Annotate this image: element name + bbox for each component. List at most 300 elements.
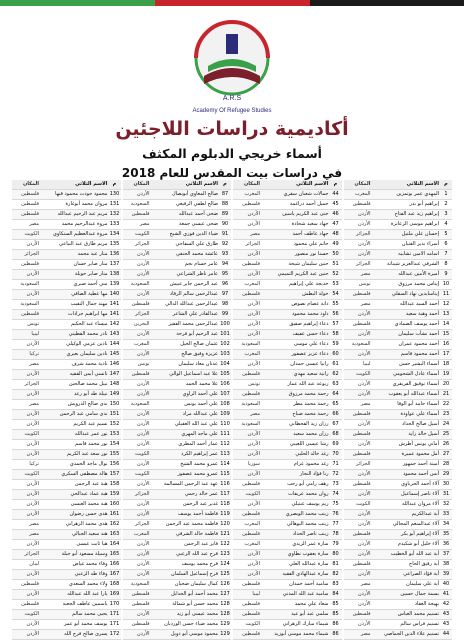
graduate-place: السعودية	[130, 401, 150, 407]
table-row	[12, 500, 121, 510]
graduate-place: المغرب	[133, 531, 150, 537]
graduate-name: صالح لطفي الرفيعي	[175, 201, 218, 207]
graduate-name: علي عبد الله العقيلي	[174, 421, 218, 427]
top-bar-black	[310, 0, 464, 6]
graduate-name: غدير عبد الرحمن	[182, 501, 218, 507]
row-number: 85	[332, 611, 339, 617]
graduate-name: عبد الرحمن جابر غبيش	[169, 281, 218, 287]
graduate-place: الأردن	[26, 621, 39, 627]
row-number: 93	[221, 251, 229, 257]
graduate-place: الأردن	[247, 551, 260, 557]
row-number: 105	[220, 371, 230, 377]
graduate-name: ريم يوسف عنتيلي	[291, 501, 329, 507]
graduate-name: رشا عيسى اللعيبي	[289, 441, 329, 447]
table-row	[344, 560, 453, 570]
row-number: 108	[220, 401, 230, 407]
graduate-place: فلسطين	[21, 581, 39, 587]
graduate-place: الأردن	[136, 461, 150, 467]
graduate-name: أمل محمود عميرة	[401, 451, 439, 457]
table-row	[233, 330, 342, 340]
table-row	[12, 530, 121, 540]
graduate-name: تسنيم محمد العباس	[397, 611, 439, 617]
graduate-place: ليبيا	[252, 591, 260, 597]
graduate-name: المهدي عمر بوتمزين	[396, 191, 439, 197]
header-num: م	[223, 181, 227, 187]
table-row	[123, 500, 232, 510]
row-number: 144	[109, 341, 120, 347]
row-number: 162	[109, 521, 120, 527]
graduate-place: الأردن	[247, 331, 260, 337]
graduate-place: الأردن	[136, 191, 150, 197]
table-row	[12, 340, 121, 350]
graduate-place: المغرب	[354, 191, 371, 197]
graduate-name: محمد حسن أبو شمالة	[172, 601, 218, 607]
graduate-name: يحيى محمد سالم	[72, 611, 108, 617]
page-subtitle-year: في دراسات بيت المقدس للعام 2018	[121, 166, 343, 180]
graduate-name: أميرة الأمين عبدالله	[398, 271, 439, 277]
row-number: 146	[109, 361, 120, 367]
header-name: الاسم الثلاثي	[296, 181, 329, 187]
row-number: 88	[221, 201, 229, 207]
graduate-place: الأردن	[26, 391, 39, 397]
table-row	[233, 540, 342, 550]
row-number: 86	[332, 631, 339, 637]
table-row	[12, 330, 121, 340]
graduate-place: فلسطين	[352, 431, 371, 437]
table-row	[233, 450, 342, 460]
graduate-place: الأردن	[26, 591, 39, 597]
graduate-name: آلاء أحمد الحرباوي	[401, 481, 439, 487]
row-number: 43	[442, 611, 450, 617]
graduate-place: الأردن	[357, 601, 371, 607]
row-number: 110	[220, 421, 230, 427]
table-row	[12, 590, 121, 600]
graduate-name: هدى محمد الزهراني	[65, 521, 108, 527]
graduate-name: نادين عزمي الوكيلي	[66, 341, 108, 347]
table-row	[12, 260, 121, 270]
row-number: 42	[442, 601, 450, 607]
graduate-name: أسماء توفيق الفريقري	[392, 381, 439, 387]
table-header	[233, 180, 342, 190]
graduate-place: ليبيا	[31, 331, 39, 337]
table-row	[344, 330, 453, 340]
graduate-name: مروان محمد أبوغارة	[65, 201, 108, 207]
row-number: 17	[442, 351, 450, 357]
table-row	[344, 540, 453, 550]
row-number: 152	[109, 421, 120, 427]
graduate-place: الأردن	[26, 451, 39, 457]
graduate-name: داود محمد محمود	[292, 311, 329, 317]
table-row	[123, 190, 232, 200]
row-number: 39	[442, 571, 450, 577]
row-number: 150	[109, 401, 120, 407]
graduate-place: المغرب	[244, 281, 260, 287]
graduate-place: مصر	[250, 231, 260, 237]
graduate-name: وفاء محمد غياض	[72, 561, 108, 567]
table-row	[233, 560, 342, 570]
graduate-name: يوسف محمد أبو عمر	[63, 621, 108, 627]
row-number: 107	[220, 391, 230, 397]
graduate-name: أسراء نذير الفتيان	[401, 241, 439, 247]
row-number: 127	[220, 591, 230, 597]
table-row	[344, 290, 453, 300]
table-row	[344, 390, 453, 400]
graduate-name: شيماء محمد موسى أبوزيد	[274, 631, 329, 637]
table-row	[12, 490, 121, 500]
graduate-place: الأردن	[247, 431, 260, 437]
row-number: 29	[442, 471, 450, 477]
table-row	[233, 530, 342, 540]
graduate-place: الأردن	[26, 491, 39, 497]
table-row	[233, 550, 342, 560]
graduate-name: أماني يونس أطرش	[398, 441, 439, 447]
graduate-place: الكويت	[134, 231, 150, 237]
graduate-place: تونس	[358, 281, 371, 287]
graduate-place: الأردن	[26, 421, 39, 427]
graduate-place: الأردن	[26, 371, 39, 377]
graduate-name: رهف رامي أبو رجب	[287, 481, 329, 487]
graduate-place: الأردن	[357, 571, 371, 577]
graduate-name: رانية سعيد مهدي	[293, 371, 329, 377]
row-number: 56	[332, 311, 339, 317]
table-row	[123, 250, 232, 260]
table-row	[344, 460, 453, 470]
table-row	[344, 260, 453, 270]
row-number: 143	[109, 331, 120, 337]
row-number: 71	[332, 461, 339, 467]
row-number: 133	[109, 221, 120, 227]
graduate-place: الأردن	[247, 271, 260, 277]
row-number: 118	[220, 501, 230, 507]
row-number: 79	[332, 541, 339, 547]
graduate-place: الأردن	[136, 291, 150, 297]
row-number: 160	[109, 501, 120, 507]
graduate-name: هيا ثابت عيسى	[76, 541, 108, 547]
table-row	[233, 420, 342, 430]
graduate-place: المغرب	[244, 541, 260, 547]
table-row	[233, 340, 342, 350]
graduate-place: الكويت	[245, 491, 260, 497]
table-row	[12, 420, 121, 430]
graduate-place: السعودية	[241, 421, 260, 427]
graduate-place: الأردن	[357, 311, 371, 317]
table-row	[12, 250, 121, 260]
graduate-place: السعودية	[241, 401, 260, 407]
graduate-place: فلسطين	[352, 611, 371, 617]
table-row	[233, 610, 342, 620]
row-number: 94	[221, 261, 229, 267]
table-row	[123, 510, 232, 520]
graduate-place: الأردن	[247, 311, 260, 317]
graduate-name: أسماء حامد أبو الوفا	[397, 401, 439, 407]
table-row	[123, 240, 232, 250]
table-header	[123, 180, 232, 190]
graduate-place: لبنان	[29, 561, 39, 567]
graduate-place: الأردن	[357, 211, 371, 217]
graduate-place: تونس	[27, 321, 39, 327]
table-row	[344, 580, 453, 590]
graduate-name: دعاء عزيز عصفور	[291, 351, 329, 357]
graduate-name: حنين سليمان شيحة	[288, 261, 329, 267]
graduate-place: الأردن	[357, 421, 371, 427]
graduate-place: فلسطين	[352, 531, 371, 537]
table-row	[344, 600, 453, 610]
row-number: 137	[109, 261, 120, 267]
row-number: 2	[444, 201, 448, 207]
row-number: 111	[220, 431, 230, 437]
table-row	[233, 520, 342, 530]
graduate-name: الشرفي عبدالعزيز شيناتة	[386, 261, 439, 267]
graduate-place: سوريا	[247, 461, 260, 467]
table-row	[344, 200, 453, 210]
graduate-place: تونس	[137, 361, 150, 367]
table-row	[123, 520, 232, 530]
graduate-name: علا محمد الحمد	[185, 381, 218, 387]
table-row	[123, 370, 232, 380]
row-number: 21	[442, 391, 450, 397]
graduate-place: المغرب	[133, 341, 150, 347]
table-row	[123, 530, 232, 540]
graduate-place: الأردن	[136, 271, 150, 277]
graduate-place: الجزائر	[356, 461, 371, 467]
table-row	[344, 420, 453, 430]
graduate-place: فلسطين	[21, 311, 39, 317]
row-number: 117	[220, 491, 230, 497]
graduate-name: ضحى أحمد عبدالله	[178, 211, 218, 217]
graduate-name: منار صابر حسان	[73, 261, 108, 267]
row-number: 91	[221, 231, 229, 237]
graduate-name: خولة البطش	[302, 291, 329, 297]
row-number: 165	[109, 551, 120, 557]
table-row	[233, 440, 342, 450]
table-row	[12, 400, 121, 410]
graduate-name: نور محمد قاسم	[75, 441, 108, 447]
graduate-place: فلسطين	[242, 511, 260, 517]
graduate-name: أية عبد الله أبو الخطيب	[390, 551, 439, 557]
table-row	[344, 410, 453, 420]
graduate-name: مها ابراهيم جرادات	[67, 311, 108, 317]
row-number: 124	[220, 561, 230, 567]
table-row	[12, 470, 121, 480]
graduates-table-block	[233, 180, 342, 637]
graduates-table-block	[123, 180, 232, 637]
table-row	[344, 350, 453, 360]
row-number: 149	[109, 391, 120, 397]
graduate-name: علي أحمد يونس	[184, 401, 218, 407]
graduate-place: مصر	[139, 221, 150, 227]
graduate-place: الأردن	[26, 441, 39, 447]
graduate-place: فلسطين	[352, 411, 371, 417]
table-row	[12, 580, 121, 590]
table-row	[344, 400, 453, 410]
row-number: 113	[220, 451, 230, 457]
graduate-place: الأردن	[247, 501, 260, 507]
table-row	[123, 610, 232, 620]
graduate-name: يسرى صالح فرج الله	[64, 631, 108, 637]
graduate-name: رحمة محمد مرزوق	[288, 391, 329, 397]
table-row	[12, 430, 121, 440]
row-number: 62	[332, 371, 339, 377]
graduate-place: الأردن	[136, 421, 150, 427]
table-row	[233, 210, 342, 220]
row-number: 27	[442, 451, 450, 457]
row-number: 130	[109, 191, 120, 197]
row-number: 106	[220, 381, 230, 387]
row-number: 139	[109, 281, 120, 287]
graduate-name: أحمد وهبة سعيد	[405, 311, 439, 317]
row-number: 16	[442, 341, 450, 347]
row-number: 41	[442, 591, 450, 597]
table-row	[344, 340, 453, 350]
row-number: 129	[220, 631, 230, 637]
table-row	[123, 310, 232, 320]
row-number: 61	[332, 361, 339, 367]
graduate-place: فلسطين	[242, 261, 260, 267]
graduate-place: الأردن	[357, 441, 371, 447]
row-number: 83	[332, 581, 339, 587]
graduate-name: هند سعيد الجبالي	[71, 531, 108, 537]
table-row	[344, 450, 453, 460]
graduate-place: السعودية	[130, 201, 150, 207]
graduate-place: الأردن	[136, 561, 150, 567]
graduate-place: الجزائر	[24, 381, 39, 387]
graduate-name: سارة عبدالهادي الفقيه	[282, 571, 329, 577]
row-number: 20	[442, 381, 450, 387]
row-number: 80	[332, 551, 339, 557]
graduate-place: الكويت	[24, 471, 39, 477]
header-place: المكان	[354, 181, 371, 187]
graduate-name: دعاء علي موسى	[293, 341, 329, 347]
row-number: 164	[109, 541, 120, 547]
graduate-name: ميساء عبد الحكيم	[70, 321, 108, 327]
graduate-name: زينب ناصر الحداد	[292, 531, 329, 537]
graduate-name: ندى سامي عبد الرحمن	[59, 411, 108, 417]
graduate-name: عبدالرحمن محمد الفقير	[168, 321, 218, 327]
graduate-name: عبدالقادر علي الشاعر	[172, 311, 218, 317]
graduate-place: فلسطين	[352, 451, 371, 457]
header-place: المكان	[133, 181, 150, 187]
table-row	[344, 520, 453, 530]
graduate-name: ضحى عيسى جمعة	[178, 221, 218, 227]
graduate-place: الأردن	[136, 411, 150, 417]
table-row	[12, 610, 121, 620]
graduate-name: نور سعد عبد الكريم	[66, 451, 108, 457]
graduate-place: الأردن	[247, 571, 260, 577]
table-row	[233, 310, 342, 320]
row-number: 51	[332, 261, 339, 267]
table-row	[123, 470, 232, 480]
graduate-place: مصر	[29, 531, 39, 537]
graduate-place: تركيا	[29, 351, 39, 357]
graduate-place: الأردن	[357, 621, 371, 627]
table-row	[12, 390, 121, 400]
graduate-name: أحمد نشأت سليمان	[398, 331, 439, 337]
table-row	[123, 410, 232, 420]
graduate-name: إحسان علي ملتيل	[401, 231, 439, 237]
table-row	[233, 270, 342, 280]
graduate-name: محمود موسى أبو ذويل	[170, 631, 218, 637]
graduate-place: فلسطين	[242, 611, 260, 617]
row-number: 45	[332, 201, 339, 207]
graduate-place: فلسطين	[352, 201, 371, 207]
graduate-name: سارة عمر الزيدي	[292, 541, 329, 547]
graduate-place: الأردن	[136, 441, 150, 447]
row-number: 48	[332, 231, 339, 237]
graduate-place: الأردن	[26, 511, 39, 517]
graduate-place: الأردن	[26, 571, 39, 577]
table-row	[344, 300, 453, 310]
graduate-name: أحمد السيد عبدالله	[399, 301, 439, 307]
graduate-name: حاتم علي محمود	[293, 241, 329, 247]
graduate-place: فلسطين	[352, 561, 371, 567]
graduate-name: سارة عبدالله العلي	[289, 561, 329, 567]
row-number: 64	[332, 391, 339, 397]
graduate-name: أسيل خالد زايد	[408, 431, 439, 437]
table-row	[233, 570, 342, 580]
table-row	[12, 380, 121, 390]
table-row	[233, 280, 342, 290]
graduate-place: فلسطين	[21, 191, 39, 197]
table-row	[233, 190, 342, 200]
page-title: أكاديمية دراسات اللاجئين	[115, 118, 349, 140]
row-number: 103	[220, 351, 230, 357]
graduate-name: علي عبدالله مراد	[182, 411, 218, 417]
graduate-place: البحرين	[133, 321, 150, 327]
graduate-name: دانة عصام نصوص	[291, 301, 329, 307]
graduate-name: آلاء خليل أبو شكيدم	[398, 541, 439, 547]
graduate-place: الأردن	[357, 241, 371, 247]
graduate-place: الأردن	[136, 541, 150, 547]
graduate-name: علا عبد اسماعيل الوالي	[169, 371, 218, 377]
graduate-place: الجزائر	[356, 231, 371, 237]
graduate-name: أحمد يوسف الصمادي	[394, 321, 439, 327]
graduate-place: فلسطين	[21, 201, 39, 207]
graduate-place: الأردن	[247, 321, 260, 327]
row-number: 68	[332, 431, 339, 437]
graduate-name: جهاد سعيد شحادة	[291, 221, 329, 227]
graduate-name: أسماء البشير حسن	[398, 361, 439, 367]
table-row	[233, 460, 342, 470]
graduate-name: محمد أحمد أبو الجدايل	[171, 591, 218, 597]
graduate-name: أسماء علي عواودة	[400, 411, 439, 417]
graduate-place: الأردن	[247, 471, 260, 477]
row-number: 172	[109, 631, 120, 637]
graduate-name: كمال سليمان ضحيان	[174, 581, 218, 587]
table-row	[123, 300, 232, 310]
graduate-place: الأردن	[26, 541, 39, 547]
table-row	[233, 220, 342, 230]
graduate-place: فلسطين	[352, 481, 371, 487]
table-row	[12, 360, 121, 370]
row-number: 19	[442, 371, 450, 377]
graduate-name: رزان محمد سعيد	[293, 431, 329, 437]
table-row	[123, 200, 232, 210]
row-number: 73	[332, 481, 339, 487]
graduate-place: الأردن	[357, 511, 371, 517]
graduate-name: أية رفيق الحاج	[408, 561, 439, 567]
graduate-place: الجزائر	[356, 261, 371, 267]
row-number: 28	[442, 461, 450, 467]
row-number: 52	[332, 271, 339, 277]
graduate-place: الأردن	[26, 241, 39, 247]
table-row	[344, 550, 453, 560]
table-row	[12, 410, 121, 420]
graduate-name: عمرو محمد الشيخ	[180, 461, 218, 467]
row-number: 53	[332, 281, 339, 287]
row-number: 126	[220, 581, 230, 587]
graduate-place: الأردن	[357, 471, 371, 477]
graduate-name: هدى حسن رضوان	[69, 511, 108, 517]
